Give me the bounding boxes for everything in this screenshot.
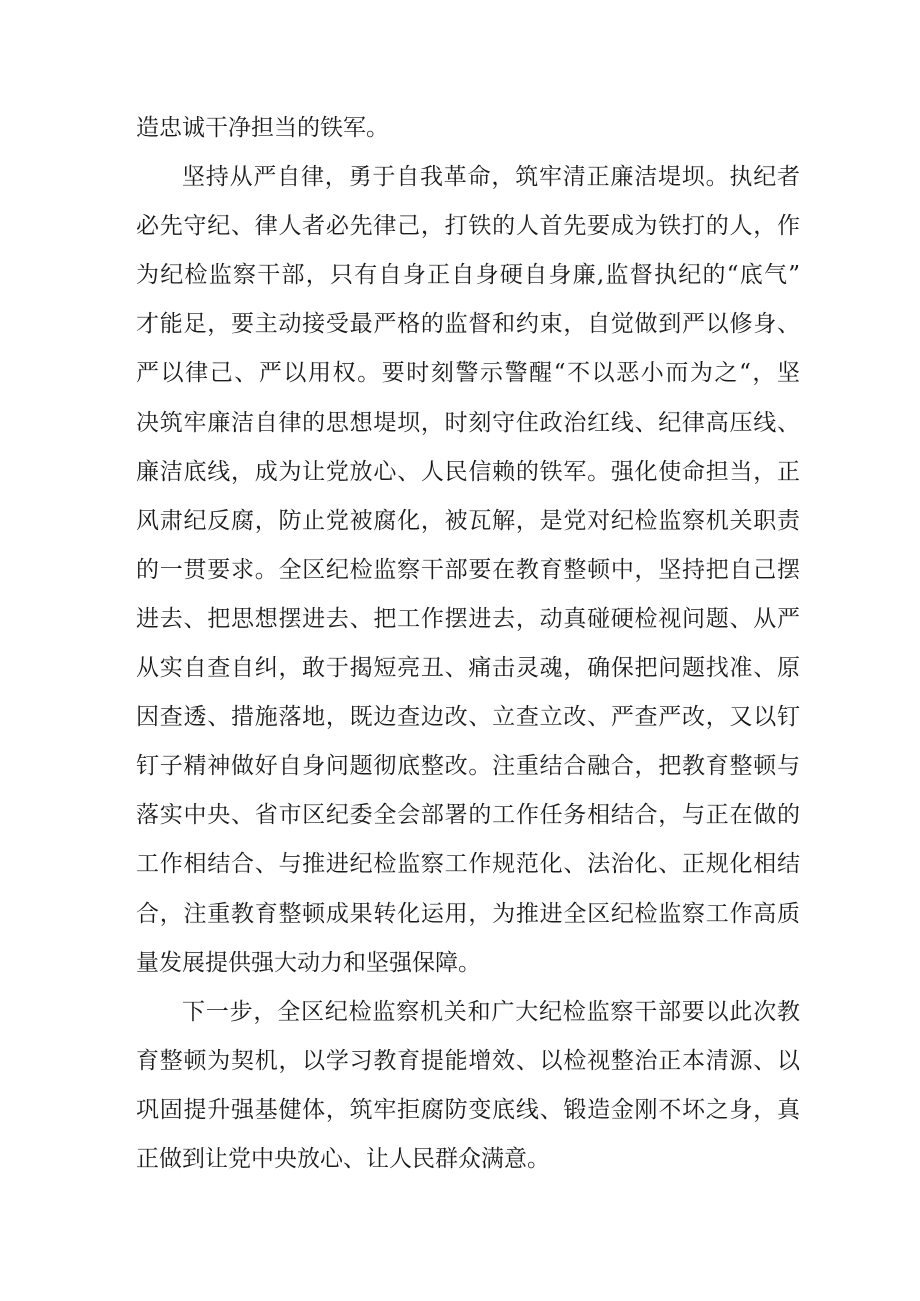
text-line: 正做到让党中央放心、让人民群众满意。 [136,1145,550,1172]
paragraph-1 [136,104,800,153]
text-line: 落实中央、省市区纪委全会部署的工作任务相结合，与正在做的 [136,802,800,829]
text-line: 为纪检监察干部，只有自身正自身硬自身廉,监督执纪的“底气” [136,262,800,289]
text-line: 必先守纪、律人者必先律己，打铁的人首先要成为铁打的人，作 [136,213,800,240]
text-line: 的一贯要求。全区纪检监察干部要在教育整顿中，坚持把自己摆 [136,556,800,583]
text-line: 钉子精神做好自身问题彻底整改。注重结合融合，把教育整顿与 [136,753,800,780]
text-line: 工作相结合、与推进纪检监察工作规范化、法治化、正规化相结 [136,851,800,878]
text-line: 进去、把思想摆进去、把工作摆进去，动真碰硬检视问题、从严 [136,605,800,632]
text-line: 坚持从严自律，勇于自我革命，筑牢清正廉洁堤坝。执纪者 [182,164,800,191]
text-line: 因查透、措施落地，既边查边改、立查立改、严查严改，又以钉 [136,704,800,731]
text-line: 严以律己、严以用权。要时刻警示警醒“不以恶小而为之“，坚 [136,360,800,387]
text-line: 下一步，全区纪检监察机关和广大纪检监察干部要以此次教 [182,998,800,1025]
document-body [136,104,800,1184]
text-line: 育整顿为契机，以学习教育提能增效、以检视整治正本清源、以 [136,1047,800,1074]
text-line: 廉洁底线，成为让党放心、人民信赖的铁军。强化使命担当，正 [136,458,800,485]
text-line: 量发展提供强大动力和坚强保障。 [136,949,481,976]
text-line: 从实自查自纠，敢于揭短亮丑、痛击灵魂，确保把问题找准、原 [136,655,800,682]
text-line: 合，注重教育整顿成果转化运用，为推进全区纪检监察工作高质 [136,900,800,927]
text-line: 造忠诚干净担当的铁军。 [136,115,389,141]
text-line: 巩固提升强基健体，筑牢拒腐防变底线、锻造金刚不坏之身，真 [136,1096,800,1123]
text-line: 才能足，要主动接受最严格的监督和约束，自觉做到严以修身、 [136,311,800,338]
text-line: 决筑牢廉洁自律的思想堤坝，时刻守住政治红线、纪律高压线、 [136,409,800,436]
paragraph-3 [136,988,800,1184]
paragraph-2 [136,153,800,988]
text-line: 风肃纪反腐，防止党被腐化，被瓦解，是党对纪检监察机关职责 [136,507,800,534]
